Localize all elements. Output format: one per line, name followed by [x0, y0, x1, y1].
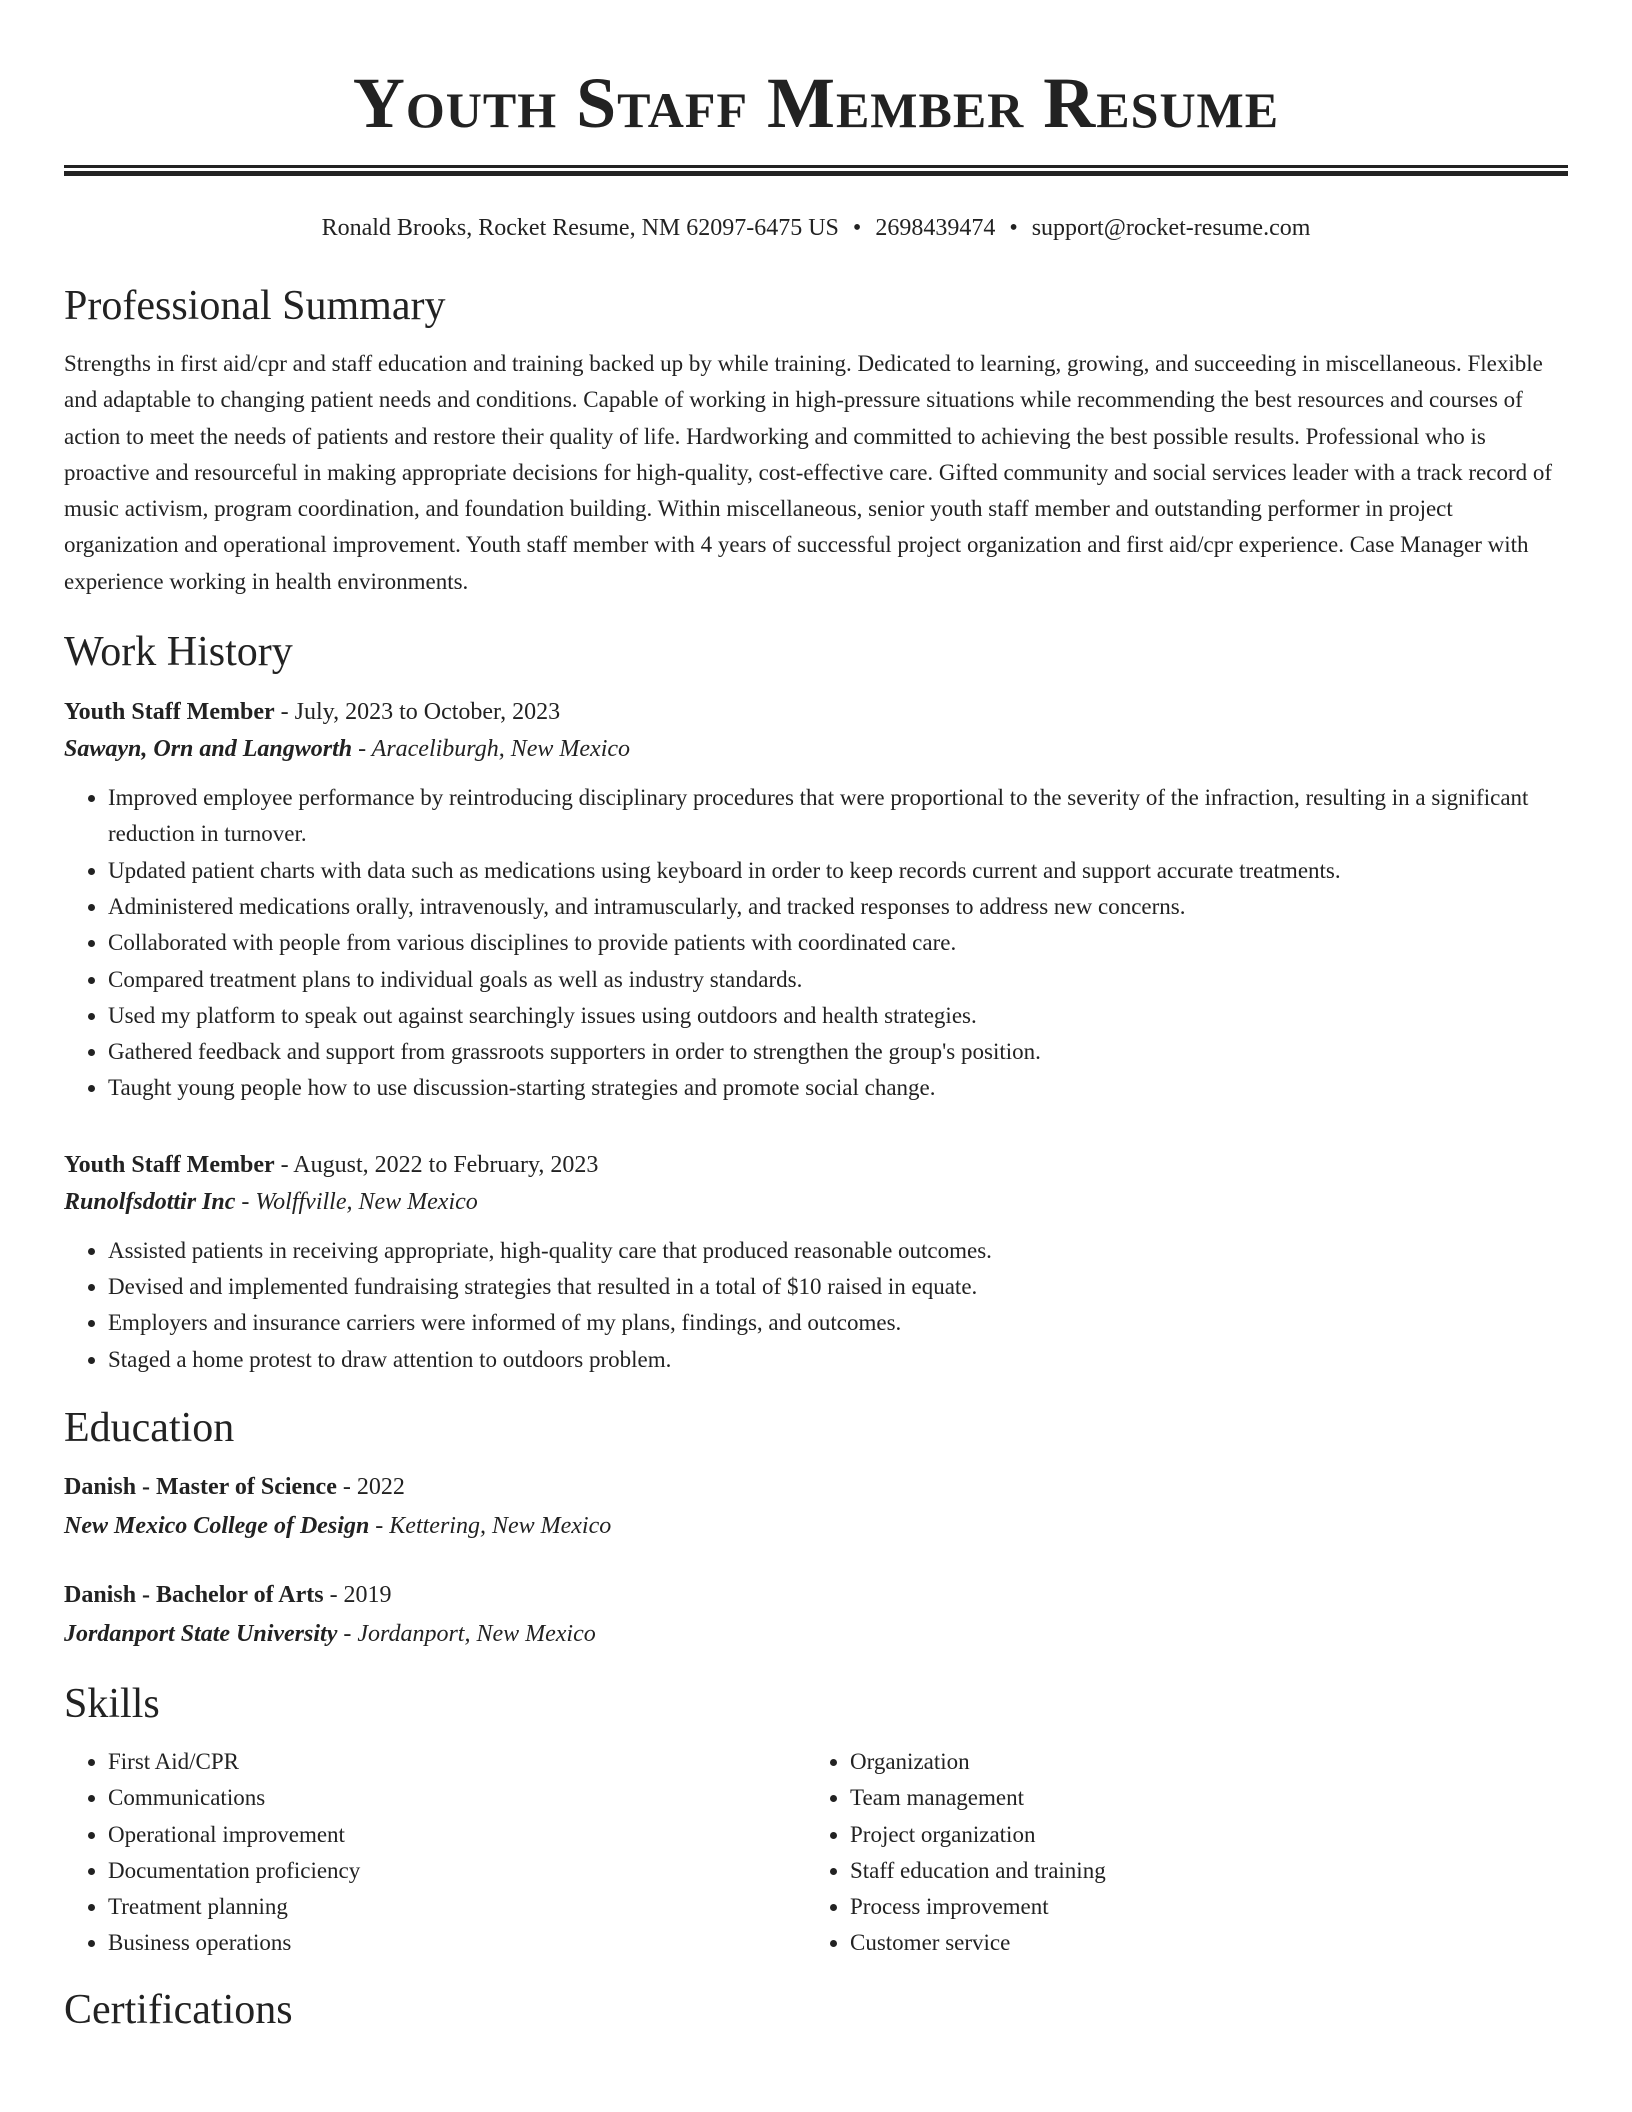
job-bullets — [64, 780, 1568, 1107]
list-item: • Improved employee performance by reintroducing disciplinary procedures that were proportional to the severity of the infraction, resulting in a significant reduction in turnover. — [108, 780, 1568, 853]
section-heading-education: Education — [64, 1404, 235, 1451]
contact-email: support@rocket-resume.com — [1031, 215, 1311, 241]
summary-text: Strengths in first aid/cpr and staff education and training backed up by while training. Dedicated to learning, growing, and succeeding in miscellaneous. Flexible and adaptable to changing patient needs and conditions. Capable of working in high-pressure situations while recommending the best resources and courses of action to meet the needs of patients and restore their quality of life. Hardworking and committed to achieving the best possible results. Professional who is proactive and resourceful in making appropriate decisions for high-quality, cost-effective care. Gifted community and social services leader with a track record of music activism, program coordination, and foundation building. Within miscellaneous, senior youth staff member and outstanding performer in project organization and operational improvement. Youth staff member with 4 years of successful project organization and first aid/cpr experience. Case Manager with experience working in health environments. — [64, 351, 1553, 594]
list-item: • Compared treatment plans to individual goals as well as industry standards. — [108, 962, 1568, 998]
skills-column-left — [64, 1744, 806, 1962]
school-line — [64, 1614, 1568, 1654]
job-bullets — [64, 1233, 1568, 1378]
list-item: • Updated patient charts with data such as medications using keyboard in order to keep records current and support accurate treatments. — [108, 853, 1568, 889]
job-company: Sawayn, Orn and Langworth — [64, 736, 353, 763]
list-item: • Process improvement — [850, 1889, 1548, 1925]
school-name: Jordanport State University — [64, 1620, 338, 1647]
professional-summary-section — [64, 280, 1568, 600]
section-heading-work: Work History — [64, 629, 293, 676]
degree-line — [64, 1468, 1568, 1506]
list-item: • Team management — [850, 1780, 1548, 1816]
work-history-section — [64, 626, 1568, 1378]
list-item: • First Aid/CPR — [108, 1744, 806, 1780]
job-entry — [64, 694, 1568, 1107]
title-divider — [64, 165, 1568, 176]
job-location: - Wolffville, New Mexico — [235, 1188, 478, 1215]
contact-line — [64, 212, 1568, 244]
list-item: • Devised and implemented fundraising strategies that resulted in a total of $10 raised in equate. — [108, 1269, 1568, 1305]
skills-section — [64, 1678, 1568, 1962]
list-item: • Communications — [108, 1780, 806, 1816]
list-item: • Business operations — [108, 1925, 806, 1961]
degree-line — [64, 1576, 1568, 1614]
section-heading-skills: Skills — [64, 1680, 160, 1727]
section-heading-summary: Professional Summary — [64, 283, 446, 329]
list-item: • Used my platform to speak out against searchingly issues using outdoors and health strategies. — [108, 998, 1568, 1034]
contact-address: Ronald Brooks, Rocket Resume, NM 62097-6475 US — [321, 215, 839, 241]
school-line — [64, 1506, 1568, 1546]
school-location: - Jordanport, New Mexico — [337, 1620, 596, 1647]
school-name: New Mexico College of Design — [64, 1512, 370, 1539]
education-section — [64, 1402, 1568, 1654]
contact-separator: • — [852, 215, 862, 241]
degree-year: - 2022 — [336, 1473, 405, 1500]
job-company-line — [64, 1183, 1568, 1221]
job-company-line — [64, 730, 1568, 768]
job-location: - Araceliburgh, New Mexico — [352, 736, 631, 763]
contact-separator: • — [1009, 215, 1018, 241]
job-title-line — [64, 694, 1568, 730]
list-item: • Treatment planning — [108, 1889, 806, 1925]
certifications-section — [64, 1984, 1568, 2036]
resume-title: Youth Staff Member Resume — [352, 63, 1280, 143]
list-item: • Operational improvement — [108, 1817, 806, 1853]
list-item: • Collaborated with people from various disciplines to provide patients with coordinated care. — [108, 925, 1568, 961]
list-item: • Gathered feedback and support from grassroots supporters in order to strengthen the group's position. — [108, 1034, 1568, 1070]
job-dates: - July, 2023 to October, 2023 — [274, 699, 561, 726]
degree-name: Danish - Bachelor of Arts — [64, 1581, 324, 1608]
education-entry — [64, 1468, 1568, 1546]
list-item: • Assisted patients in receiving appropriate, high-quality care that produced reasonable outcomes. — [108, 1233, 1568, 1269]
list-item: • Staged a home protest to draw attention to outdoors problem. — [108, 1342, 1568, 1378]
list-item: • Staff education and training — [850, 1853, 1548, 1889]
contact-phone: 2698439474 — [875, 215, 996, 241]
job-dates: - August, 2022 to February, 2023 — [274, 1151, 599, 1178]
skills-grid — [64, 1744, 1568, 1962]
list-item: • Taught young people how to use discussion-starting strategies and promote social change. — [108, 1070, 1568, 1106]
degree-year: - 2019 — [323, 1581, 392, 1608]
school-location: - Kettering, New Mexico — [369, 1512, 612, 1539]
list-item: • Customer service — [850, 1925, 1548, 1961]
list-item: • Administered medications orally, intravenously, and intramuscularly, and tracked responses to address new concerns. — [108, 889, 1568, 925]
list-item: • Project organization — [850, 1817, 1548, 1853]
list-item: • Employers and insurance carriers were informed of my plans, findings, and outcomes. — [108, 1305, 1568, 1341]
job-title: Youth Staff Member — [64, 699, 275, 726]
job-title-line — [64, 1147, 1568, 1183]
degree-name: Danish - Master of Science — [64, 1473, 337, 1500]
list-item: • Documentation proficiency — [108, 1853, 806, 1889]
section-heading-certifications: Certifications — [64, 1986, 293, 2033]
skills-column-right — [806, 1744, 1548, 1962]
list-item: • Organization — [850, 1744, 1548, 1780]
job-company: Runolfsdottir Inc — [64, 1188, 236, 1215]
job-entry — [64, 1147, 1568, 1378]
education-entry — [64, 1576, 1568, 1654]
job-title: Youth Staff Member — [64, 1151, 275, 1178]
